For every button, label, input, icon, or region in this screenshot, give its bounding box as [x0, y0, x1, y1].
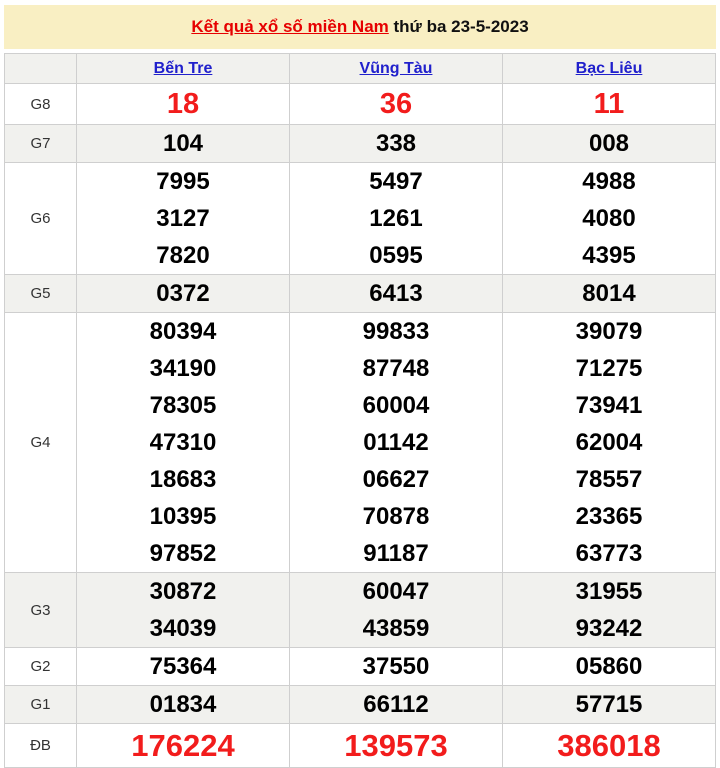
prize-number: 71275	[575, 355, 643, 382]
prize-cell	[290, 573, 503, 648]
prize-cell	[77, 648, 290, 686]
prize-row-g1	[5, 686, 716, 724]
prize-number: 3127	[156, 205, 210, 232]
prize-number: 139573	[344, 728, 448, 763]
prize-number: 11	[593, 88, 625, 120]
prize-number: 34190	[149, 355, 217, 382]
prize-cell	[290, 724, 503, 768]
prize-number: 06627	[362, 466, 430, 493]
prize-number: 60047	[362, 578, 430, 605]
prize-cell	[503, 573, 716, 648]
prize-row-g6	[5, 163, 716, 275]
prize-row-g8	[5, 84, 716, 125]
prize-number: 43859	[362, 615, 430, 642]
prize-number: 47310	[149, 429, 217, 456]
prize-cell	[290, 313, 503, 573]
prize-column-header-empty	[5, 54, 77, 84]
prize-number: 8014	[582, 280, 636, 307]
prize-cell	[290, 125, 503, 163]
province-link[interactable]: Bến Tre	[153, 59, 213, 77]
lottery-results-table	[4, 53, 716, 768]
prize-number: 57715	[575, 691, 643, 718]
prize-number: 338	[375, 130, 417, 157]
prize-number: 93242	[575, 615, 643, 642]
prize-row-g4	[5, 313, 716, 573]
prize-number: 01142	[363, 429, 429, 456]
prize-cell	[503, 125, 716, 163]
prize-number: 386018	[557, 728, 661, 763]
results-title-bar	[4, 5, 716, 49]
province-header	[290, 54, 503, 84]
prize-number: 37550	[362, 653, 430, 680]
prize-number: 18683	[149, 466, 217, 493]
prize-cell	[503, 84, 716, 125]
prize-number: 91187	[363, 540, 429, 567]
province-link[interactable]: Bạc Liêu	[575, 59, 643, 77]
prize-cell	[503, 275, 716, 313]
prize-number: 31955	[575, 578, 643, 605]
prize-number: 5497	[369, 168, 423, 195]
prize-number: 62004	[575, 429, 643, 456]
prize-number: 4988	[582, 168, 636, 195]
prize-number: 39079	[575, 318, 643, 345]
prize-cell	[77, 313, 290, 573]
prize-cell	[503, 724, 716, 768]
province-header	[77, 54, 290, 84]
prize-number: 80394	[149, 318, 217, 345]
prize-row-g5	[5, 275, 716, 313]
prize-number: 4080	[582, 205, 636, 232]
prize-number: 10395	[149, 503, 217, 530]
province-header	[503, 54, 716, 84]
prize-number: 73941	[575, 392, 643, 419]
prize-row-g7	[5, 125, 716, 163]
prize-number: 4395	[582, 242, 636, 269]
prize-row-g2	[5, 648, 716, 686]
prize-cell	[290, 84, 503, 125]
prize-row-đb	[5, 724, 716, 768]
prize-row-g3	[5, 573, 716, 648]
prize-cell	[77, 686, 290, 724]
prize-label: G3	[5, 573, 77, 648]
prize-number: 0595	[369, 242, 423, 269]
prize-number: 60004	[362, 392, 430, 419]
prize-label: ĐB	[5, 724, 77, 768]
prize-cell	[77, 275, 290, 313]
prize-cell	[77, 724, 290, 768]
prize-cell	[77, 573, 290, 648]
prize-number: 97852	[149, 540, 217, 567]
prize-number: 99833	[362, 318, 430, 345]
prize-number: 0372	[156, 280, 210, 307]
prize-number: 78557	[575, 466, 643, 493]
prize-number: 176224	[131, 728, 235, 763]
prize-number: 75364	[149, 653, 217, 680]
column-header-row	[5, 54, 716, 84]
prize-number: 008	[588, 130, 630, 157]
prize-number: 36	[379, 88, 413, 120]
prize-number: 34039	[149, 615, 217, 642]
prize-label: G8	[5, 84, 77, 125]
results-title-date: thứ ba 23-5-2023	[388, 17, 529, 36]
prize-label: G6	[5, 163, 77, 275]
prize-number: 70878	[362, 503, 430, 530]
prize-number: 6413	[369, 280, 423, 307]
prize-number: 30872	[149, 578, 217, 605]
prize-number: 18	[166, 88, 200, 120]
prize-number: 01834	[149, 691, 217, 718]
prize-cell	[77, 84, 290, 125]
results-title-link[interactable]: Kết quả xổ số miền Nam	[191, 17, 389, 36]
prize-number: 7995	[156, 168, 210, 195]
prize-label: G7	[5, 125, 77, 163]
prize-cell	[290, 275, 503, 313]
prize-cell	[77, 125, 290, 163]
prize-label: G1	[5, 686, 77, 724]
prize-number: 104	[162, 130, 204, 157]
prize-number: 87748	[362, 355, 430, 382]
prize-cell	[503, 686, 716, 724]
prize-cell	[503, 313, 716, 573]
prize-number: 78305	[149, 392, 217, 419]
prize-cell	[77, 163, 290, 275]
prize-number: 66112	[363, 691, 429, 718]
prize-number: 05860	[575, 653, 643, 680]
province-link[interactable]: Vũng Tàu	[359, 59, 433, 77]
prize-cell	[290, 648, 503, 686]
prize-label: G2	[5, 648, 77, 686]
prize-cell	[503, 163, 716, 275]
prize-number: 7820	[156, 242, 210, 269]
prize-number: 23365	[575, 503, 643, 530]
prize-label: G4	[5, 313, 77, 573]
prize-cell	[503, 648, 716, 686]
prize-number: 63773	[575, 540, 643, 567]
prize-label: G5	[5, 275, 77, 313]
prize-cell	[290, 163, 503, 275]
prize-cell	[290, 686, 503, 724]
prize-number: 1261	[369, 205, 423, 232]
